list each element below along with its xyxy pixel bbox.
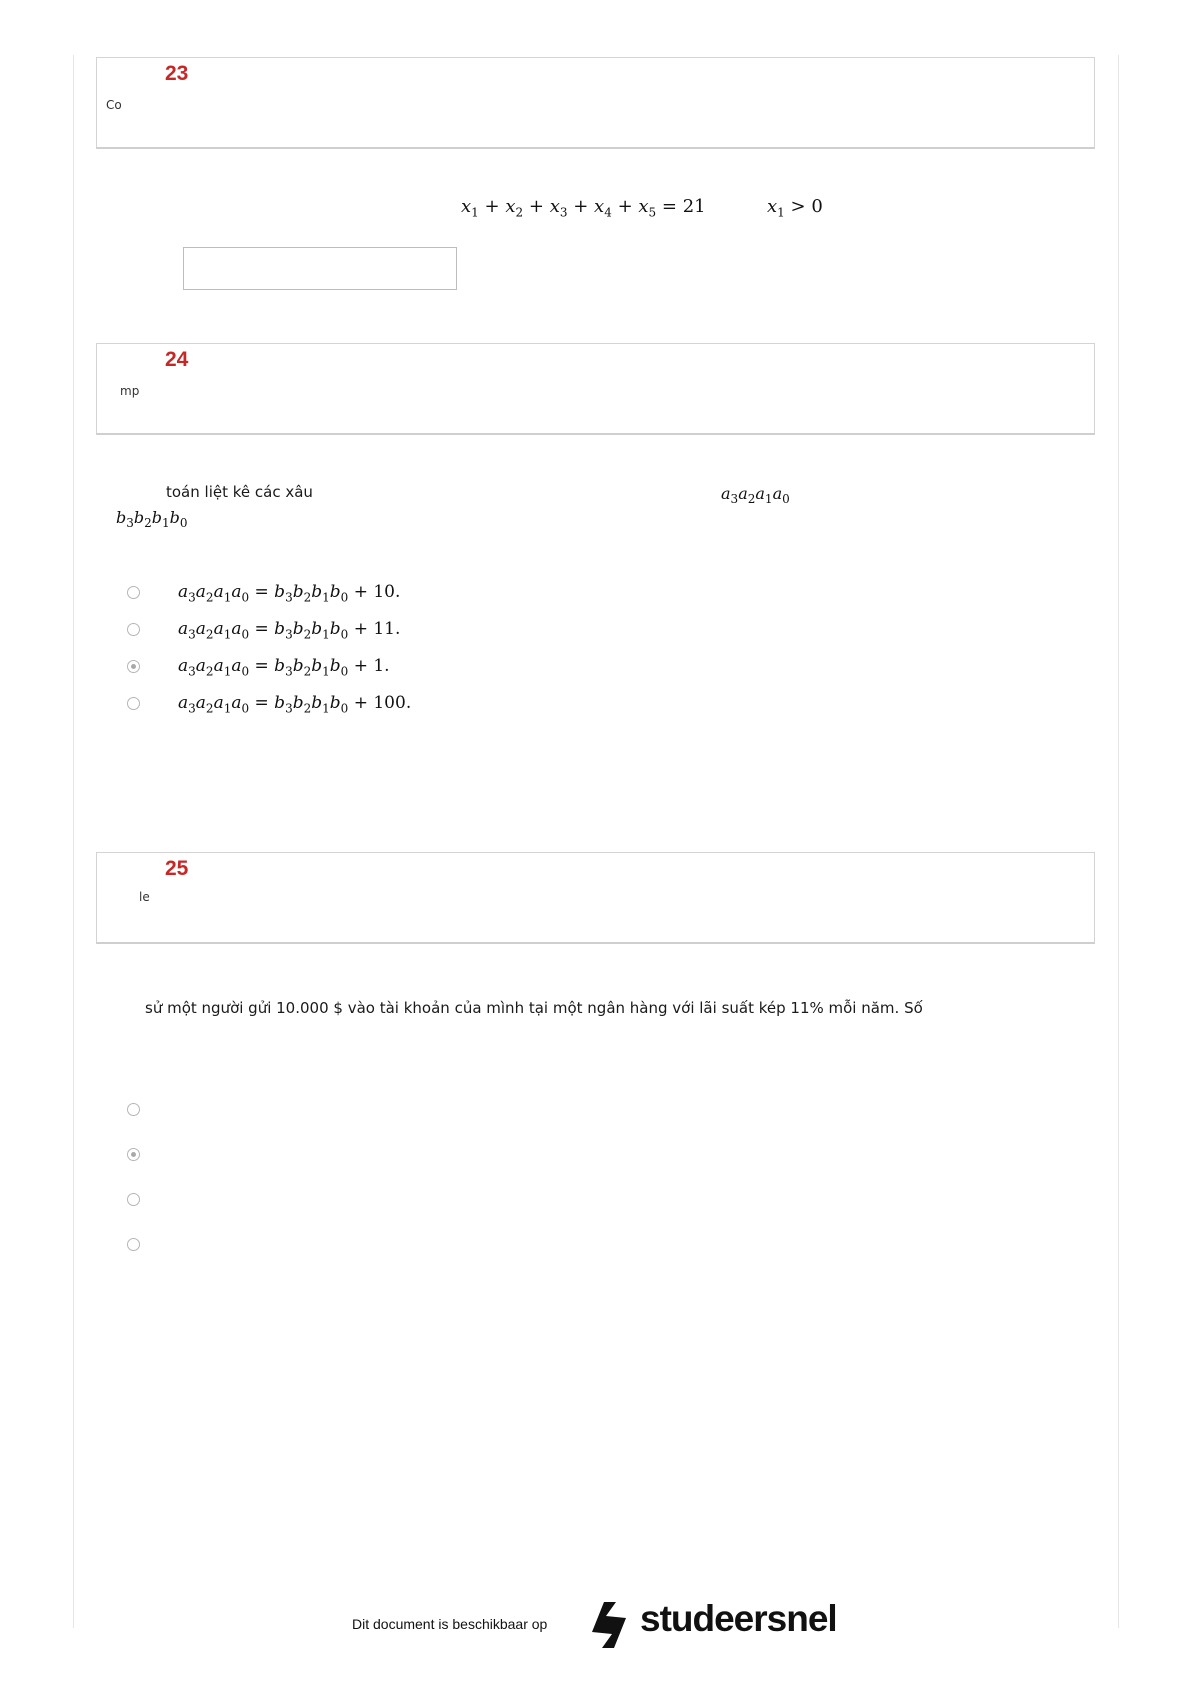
footer-text: Dit document is beschikbaar op — [352, 1616, 548, 1632]
question-24-header — [96, 343, 1095, 435]
equation-condition: $x_1 > 0$ — [767, 196, 823, 220]
page-right-rule — [1118, 55, 1119, 1628]
question-23-header — [96, 57, 1095, 149]
option-text[interactable]: $a_3a_2a_1a_0 = b_3b_2b_1b_0 + 1$. — [178, 656, 390, 679]
question-24-text: toán liệt kê các xâu — [166, 483, 313, 501]
brand-name: studeersnel — [640, 1598, 837, 1639]
option-text[interactable]: $a_3a_2a_1a_0 = b_3b_2b_1b_0 + 100$. — [178, 693, 412, 716]
option-text[interactable]: $a_3a_2a_1a_0 = b_3b_2b_1b_0 + 11$. — [178, 619, 401, 642]
option-radio[interactable] — [127, 586, 140, 599]
studeersnel-logo-icon — [584, 1600, 634, 1650]
question-25-text: sử một người gửi 10.000 $ vào tài khoản của mình tại một ngân hàng với lãi suất kép 11% mỗi năm. Số — [145, 999, 923, 1017]
answer-input[interactable] — [183, 247, 457, 290]
option-radio-selected[interactable] — [127, 660, 140, 673]
question-number: 25 — [165, 857, 189, 880]
equation-sum: $x_1 + x_2 + x_3 + x_4 + x_5 = 21$ — [461, 196, 706, 220]
question-number: 23 — [165, 62, 189, 85]
variable-a: $a_3a_2a_1a_0$ — [721, 484, 790, 507]
question-tag: Co — [106, 98, 122, 112]
variable-b: $b_3b_2b_1b_0$ — [116, 508, 188, 531]
option-text[interactable]: $a_3a_2a_1a_0 = b_3b_2b_1b_0 + 10$. — [178, 582, 401, 605]
option-radio[interactable] — [127, 697, 140, 710]
option-radio[interactable] — [127, 1238, 140, 1251]
question-25-header — [96, 852, 1095, 944]
option-radio[interactable] — [127, 1193, 140, 1206]
question-tag: mp — [120, 384, 140, 398]
option-radio-selected[interactable] — [127, 1148, 140, 1161]
option-radio[interactable] — [127, 623, 140, 636]
question-tag: le — [139, 890, 150, 904]
page-left-rule — [73, 55, 74, 1628]
question-number: 24 — [165, 348, 189, 371]
option-radio[interactable] — [127, 1103, 140, 1116]
